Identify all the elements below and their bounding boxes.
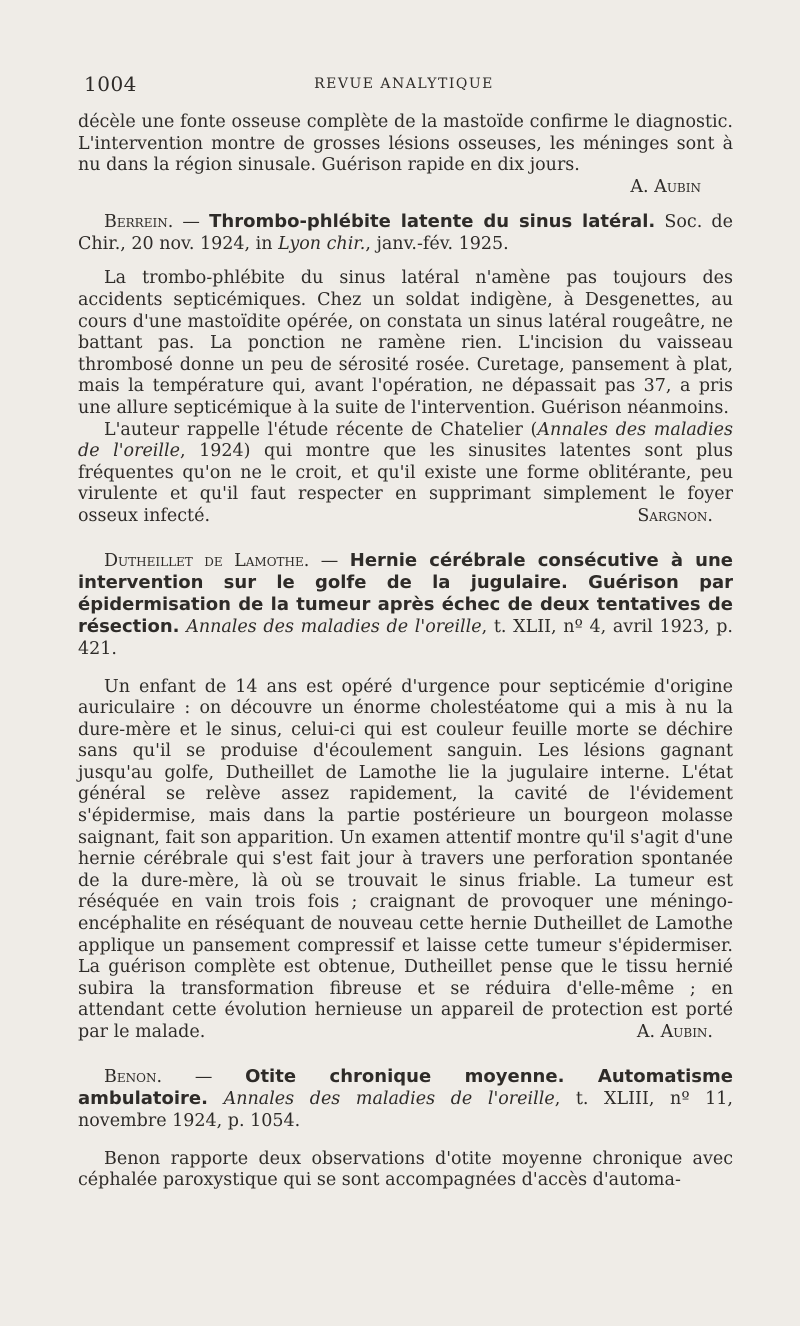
page-number: 1004 (84, 72, 137, 96)
article1-paragraph-2: L'auteur rappelle l'étude récente de Chatelier (Annales des maladies de l'oreille, 1924) qui montre que les sinusites latentes sont plus fréquentes qu'on ne le croit, et qu'il existe une forme oblitérante, peu virulente et qu'il faut respecter en supprimant simplement le foyer osseux infecté. Sargnon. (78, 419, 733, 526)
article1-signature: Sargnon. (637, 505, 713, 526)
article3-journal: Annales des maladies de l'oreille (223, 1088, 555, 1109)
article1-paragraph-1: La trombo-phlébite du sinus latéral n'amène pas toujours des accidents septicémiques. Chez un soldat indigène, à Desgenettes, au cours d'une mastoïdite opérée, on constata un sinus latéral rougeâtre, ne battant pas. La ponction ne ramène rien. L'incision du vaisseau thrombosé donne un peu de sérosité rosée. Curetage, pansement à plat, mais la température qui, avant l'opération, ne dépassait pas 37, a pris une allure septicémique à la suite de l'intervention. Guérison néanmoins. (78, 268, 733, 418)
article0-signature: A. Aubin (630, 176, 701, 197)
article2-signature: A. Aubin. (636, 1022, 713, 1042)
running-title: REVUE ANALYTIQUE (314, 76, 494, 92)
page-body (78, 112, 733, 1192)
article3-paragraph-1: Benon rapporte deux observations d'otite moyenne chronique avec céphalée paroxystique qui se sont accompagnées d'accès d'automa- (78, 1148, 733, 1191)
article2-title: Hernie cérébrale consécutive à une intervention sur le golfe de la jugulaire. Guérison par épidermisation de la tumeur après échec de deux tentatives de résection. (78, 549, 733, 637)
article3-heading: Benon. — Otite chronique moyenne. Automatisme ambulatoire. Annales des maladies de l'oreille, t. XLIII, nº 11, novembre 1924, p. 1054. (78, 1065, 733, 1131)
article3-author: Benon. (104, 1066, 163, 1087)
article0-text: décèle une fonte osseuse complète de la mastoïde confirme le diagnostic. L'intervention montre de grosses lésions osseuses, les méninges sont à nu dans la région sinusale. Guérison rapide en dix jours. (78, 112, 733, 176)
page-header (84, 72, 724, 102)
article1-heading: Berrein. — Thrombo-phlébite latente du sinus latéral. Soc. de Chir., 20 nov. 1924, in Lyon chir., janv.-fév. 1925. (78, 211, 733, 255)
article2-author: Dutheillet de Lamothe. (104, 550, 310, 571)
article3-title: Otite chronique moyenne. Automatisme ambulatoire. (78, 1065, 733, 1109)
article1-journal: Lyon chir. (278, 234, 366, 255)
article1-author: Berrein. (104, 212, 174, 233)
article1-title: Thrombo-phlébite latente du sinus latéral. (209, 211, 656, 233)
article2-journal: Annales des maladies de l'oreille (186, 616, 482, 637)
article2-paragraph-1: Un enfant de 14 ans est opéré d'urgence pour septicémie d'origine auriculaire : on découvre un énorme cholestéatome qui a mis à nu la dure-mère et le sinus, celui-ci qui est couleur feuille morte se déchire sans qu'il se produise d'écoulement sanguin. Les lésions gagnant jusqu'au golfe, Dutheillet de Lamothe lie la jugulaire interne. L'état général se relève assez rapidement, la cavité de l'évidement s'épidermise, mais dans la partie postérieure un bourgeon molasse saignant, fait son apparition. Un examen attentif montre qu'il s'agit d'une hernie cérébrale qui s'est fait jour à travers une perforation spontanée de la dure-mère, là où se trouvait le sinus friable. La tumeur est réséquée en vain trois fois ; craignant de provoquer une méningo-encéphalite en réséquant de nouveau cette hernie Dutheillet de Lamothe applique un pansement compressif et laisse cette tumeur s'épidermiser. La guérison complète est obtenue, Dutheillet pense que le tissu hernié subira la transformation fibreuse et se réduira d'elle-même ; en attendant cette évolution hernieuse un appareil de protection est porté par le malade. A. Aubin. (78, 676, 733, 1042)
article2-heading: Dutheillet de Lamothe. — Hernie cérébrale consécutive à une intervention sur le golfe de la jugulaire. Guérison par épidermisation de la tumeur après échec de deux tentatives de résection. Annales des maladies de l'oreille, t. XLII, nº 4, avril 1923, p. 421. (78, 549, 733, 659)
